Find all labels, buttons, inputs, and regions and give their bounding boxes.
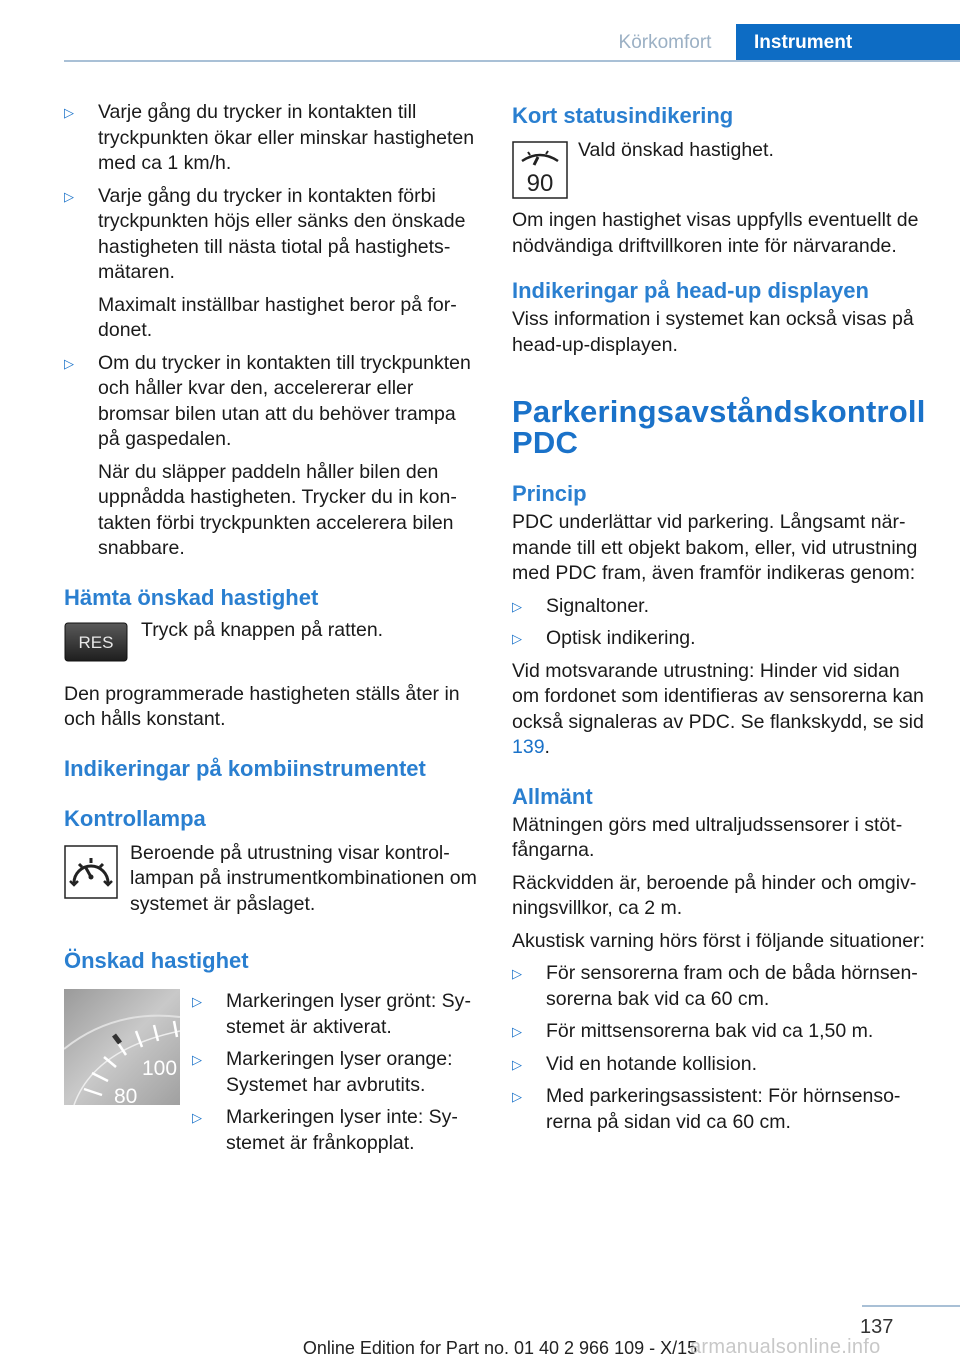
- speedo-label-80: 80: [114, 1085, 138, 1105]
- res-caption: Tryck på knappen på ratten.: [141, 618, 384, 641]
- side-protection-text: Vid motsvarande utrustning: Hinder vid sidan om fordonet som identifieras av sensorerna kan också signaleras av PDC. Se flankskydd, se sid 139.: [512, 659, 924, 758]
- status-text: Om ingen hastighet visas uppfylls eventuellt de nödvändiga driftvillkoren inte för närvarande.: [512, 209, 919, 257]
- heading-short-status: Kort statusindikering: [512, 103, 734, 128]
- speedometer-image: [64, 989, 180, 1113]
- list-item: ▷ Markeringen lyser inte: Systemet är frånkopplat.: [192, 1105, 480, 1156]
- heading-principle: Princip: [512, 481, 587, 506]
- watermark: armanualsonline.info: [690, 1336, 881, 1358]
- resume-text: Den programmerade hastigheten ställs åter in och hålls konstant.: [64, 682, 460, 730]
- principle-text: PDC underlättar vid parkering. Långsamt närmande till ett objekt bakom, eller, vid utrustning med PDC fram, även framför indikeras genom:: [512, 511, 918, 584]
- page-link-139[interactable]: 139: [512, 736, 545, 758]
- speedo-label-100: 100: [142, 1057, 178, 1080]
- hud-text: Viss information i systemet kan också visas på head-up-displayen.: [512, 308, 914, 356]
- list-item: ▷ Vid en hotande kollision.: [512, 1052, 928, 1078]
- status-caption: Vald önskad hastighet.: [578, 139, 774, 161]
- list-item: ▷ Varje gång du trycker in kontakten till tryckpunkten ökar eller minskar hastigheten med ca 1 km/h.: [64, 100, 480, 177]
- status-row: [512, 138, 928, 200]
- list-item: ▷ För mittsensorerna bak vid ca 1,50 m.: [512, 1019, 928, 1045]
- list-item: ▷ Om du trycker in kontakten till tryckpunkten och håller kvar den, accelererar eller bromsar bilen utan att du behöver trampa på gaspedalen. När du släpper paddeln håller bilen den uppnådda hastigheten. Trycker du in kontakten förbi tryckpunkten accelerera bilen snabbare.: [64, 351, 480, 562]
- heading-general: Allmänt: [512, 783, 593, 809]
- heading-resume-speed: Hämta önskad hastighet: [64, 584, 319, 610]
- list-item: ▷ Optisk indikering.: [512, 626, 928, 652]
- header-rule: [64, 60, 960, 62]
- cruise-control-lamp-icon: [64, 845, 118, 907]
- heading-indicator-lamp: Kontrollampa: [64, 805, 206, 831]
- header-tab-korkomfort[interactable]: Körkomfort: [618, 32, 712, 53]
- list-item: ▷ Signaltoner.: [512, 594, 928, 620]
- list-item: ▷ För sensorerna fram och de båda hörnsensorerna bak vid ca 60 cm.: [512, 961, 928, 1012]
- res-button-icon: [64, 622, 128, 670]
- heading-desired-speed: Önskad hastighet: [64, 948, 249, 973]
- status-speed-icon: [512, 141, 568, 207]
- list-item: ▷ Markeringen lyser orange: Systemet har avbrutits.: [192, 1047, 480, 1098]
- res-button-label: RES: [78, 632, 114, 652]
- list-item: ▷ Markeringen lyser grönt: Systemet är aktiverat.: [192, 989, 480, 1040]
- right-column: [512, 100, 928, 1142]
- heading-instrument-display: Indikeringar på kombiinstrumentet: [64, 755, 426, 781]
- list-item: ▷ Med parkeringsassistent: För hörnsensorerna på sidan vid ca 60 cm.: [512, 1084, 928, 1135]
- list-item: ▷ Varje gång du trycker in kontakten förbi tryckpunkten höjs eller sänks den önskade hastigheten till nästa tiotal på hastighetsmätaren. Maximalt inställbar hastighet beror på fordonet.: [64, 184, 480, 344]
- footer-rule: [862, 1305, 960, 1307]
- edition-text: Online Edition for Part no. 01 40 2 966 109 - X/15: [302, 1338, 698, 1358]
- principle-list: [512, 594, 928, 652]
- res-row: [64, 618, 480, 678]
- page-number: 137: [860, 1316, 894, 1338]
- status-speed-value: 90: [526, 170, 554, 197]
- general-text-2: Räckvidden är, beroende på hinder och omgivningsvillkor, ca 2 m.: [512, 871, 917, 919]
- heading-pdc: Parkeringsavståndskontroll PDC: [512, 394, 926, 460]
- left-column: [64, 100, 480, 1163]
- lamp-text: Beroende på utrustning visar kontrollampan på instrumentkombinationen om systemet är påslaget.: [130, 841, 477, 915]
- general-text-3: Akustisk varning hörs först i följande situationer:: [512, 929, 925, 952]
- general-text-1: Mätningen görs med ultraljudssensorer i stötfångarna.: [512, 813, 903, 861]
- heading-hud: Indikeringar på head-up displayen: [512, 278, 869, 303]
- header-tab-instrument[interactable]: Instrument: [736, 24, 960, 62]
- adjust-speed-list: [64, 100, 480, 562]
- desired-speed-row: [64, 989, 480, 1156]
- general-list: [512, 961, 928, 1135]
- lamp-row: [64, 841, 480, 918]
- desired-speed-list: [192, 989, 480, 1156]
